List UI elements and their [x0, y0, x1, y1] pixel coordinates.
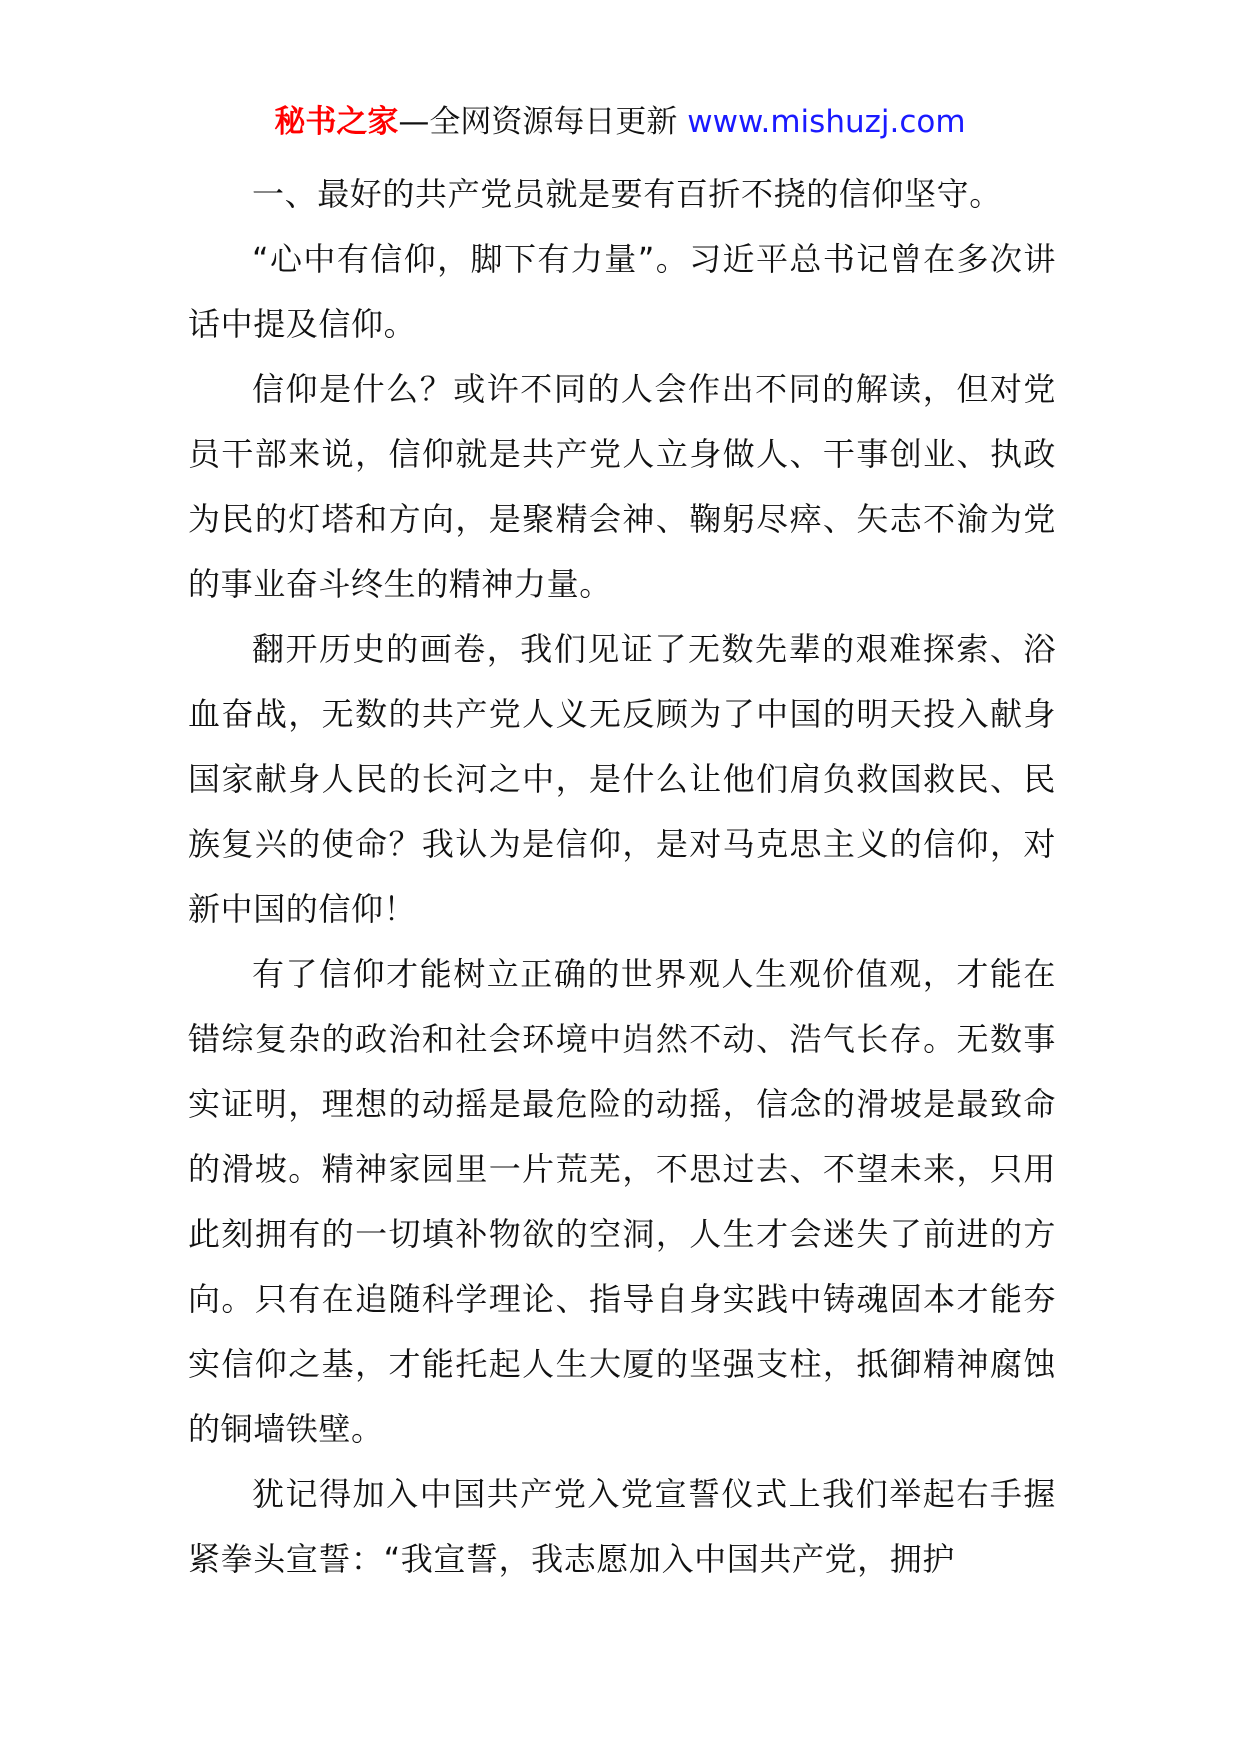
- site-url-link[interactable]: www.mishuzj.com: [687, 104, 966, 140]
- paragraph: 翻开历史的画卷，我们见证了无数先辈的艰难探索、浴血奋战，无数的共产党人义无反顾为了中国的明天投入献身国家献身人民的长河之中，是什么让他们肩负救国救民、民族复兴的使命？我认为是信仰，是对马克思主义的信仰，对新中国的信仰！: [188, 630, 1056, 928]
- paragraph: “心中有信仰，脚下有力量”。习近平总书记曾在多次讲话中提及信仰。: [188, 240, 1056, 343]
- site-tagline: —全网资源每日更新: [398, 104, 688, 140]
- paragraph: 信仰是什么？或许不同的人会作出不同的解读，但对党员干部来说，信仰就是共产党人立身做人、干事创业、执政为民的灯塔和方向，是聚精会神、鞠躬尽瘁、矢志不渝为党的事业奋斗终生的精神力量。: [188, 370, 1056, 603]
- paragraph: 有了信仰才能树立正确的世界观人生观价值观，才能在错综复杂的政治和社会环境中岿然不动、浩气长存。无数事实证明，理想的动摇是最危险的动摇，信念的滑坡是最致命的滑坡。精神家园里一片荒芜，不思过去、不望未来，只用此刻拥有的一切填补物欲的空洞，人生才会迷失了前进的方向。只有在追随科学理论、指导自身实践中铸魂固本才能夯实信仰之基，才能托起人生大厦的坚强支柱，抵御精神腐蚀的铜墙铁壁。: [188, 955, 1056, 1448]
- document-body: [188, 162, 1056, 1592]
- site-brand: 秘书之家: [274, 104, 399, 140]
- section-heading: 一、最好的共产党员就是要有百折不挠的信仰坚守。: [252, 175, 1002, 213]
- paragraph: 犹记得加入中国共产党入党宣誓仪式上我们举起右手握紧拳头宣誓：“我宣誓，我志愿加入中国共产党，拥护: [188, 1475, 1056, 1578]
- site-header: [0, 100, 1240, 144]
